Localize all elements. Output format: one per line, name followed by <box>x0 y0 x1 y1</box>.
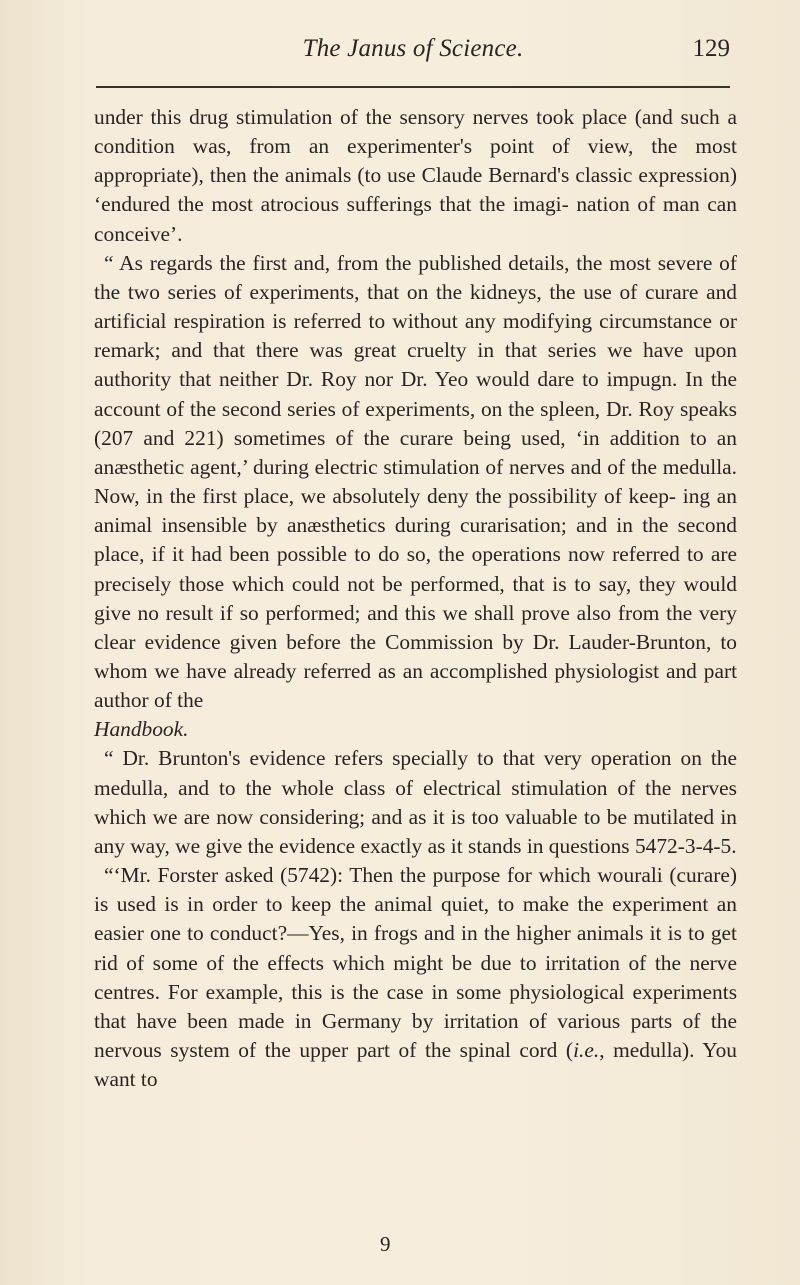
paragraph-1 <box>94 103 737 249</box>
text-line: most appropriate), then the animals (to use Claude Bernard's classic <box>94 134 737 188</box>
text-line: the nerves which we are now considering; and as it is too valuable <box>94 775 737 829</box>
text-line: we shall prove also from the very clear evidence given before the <box>94 600 737 654</box>
text-line: the case in some physiological experiments that have been made <box>94 979 738 1033</box>
text-line: now referred to are precisely those which could not be performed, <box>94 542 737 596</box>
text-line: “‘Mr. Forster asked (5742): Then the purpose for which wourali <box>104 863 663 888</box>
text-line: modifying circumstance or remark; and that there was great <box>94 309 737 363</box>
text-line: use of curare and artificial respiration is referred to without any <box>94 279 737 334</box>
text-line: in the second place, if it had been possible to do so, the operations <box>94 513 737 567</box>
text-line: “ Dr. Brunton's evidence refers specially to that very operation <box>104 746 672 771</box>
text-line: that is to say, they would give no result if so performed; and this <box>94 571 737 625</box>
text-line: to be mutilated in any way, we give the evidence exactly as it <box>94 804 737 858</box>
text-line: expression) ‘endured the most atrocious sufferings that the imagi- <box>94 163 737 217</box>
text-line: sometimes of the curare being used, ‘in addition to an anæsthetic <box>94 425 737 479</box>
page-number: 129 <box>692 35 730 62</box>
text-line: agent,’ during electric stimulation of nerves and of the medulla. <box>190 454 737 479</box>
paragraph-3 <box>94 744 737 861</box>
header-rule <box>96 86 730 88</box>
body-text <box>94 103 737 1094</box>
text-line: nor Dr. Yeo would dare to impugn. In the account of the second <box>94 367 737 421</box>
abbreviation-italic: i.e. <box>573 1038 600 1062</box>
signature-mark: 9 <box>380 1232 391 1256</box>
text-line: nation of man can conceive’. <box>94 192 737 246</box>
text-line: series of experiments, on the spleen, Dr. Roy speaks (207 and 221) <box>94 396 738 450</box>
text-line: severe of the two series of experiments, that on the kidneys, the <box>94 250 737 304</box>
page-header <box>96 34 730 70</box>
text-line: “ As regards the first and, from the published details, the most <box>104 250 651 275</box>
text-line: referred as an accomplished physiologist and part author of the <box>94 658 738 713</box>
text-line: cruelty in that series we have upon authority that neither Dr. Roy <box>94 338 737 392</box>
text-line: be due to irritation of the nerve centres. For example, this is <box>94 950 737 1004</box>
text-line: under this drug stimulation of the sensory nerves took place (and <box>94 105 673 129</box>
running-title: The Janus of Science. <box>302 35 524 62</box>
book-title-italic: Handbook. <box>94 717 189 742</box>
text-line: higher animals it is to get rid of some of the effects which might <box>94 921 737 975</box>
text-line: on the medulla, and to the whole class of electrical stimulation of <box>94 746 737 800</box>
text-line: Commission by Dr. Lauder-Brunton, to whom we have already <box>94 629 737 683</box>
text-line: in Germany by irritation of various parts of the nervous system of <box>94 1008 737 1062</box>
text-line: Now, in the first place, we absolutely deny the possibility of keep- <box>94 484 677 509</box>
text-line: stands in questions 5472-3-4-5. <box>468 833 737 858</box>
text-line: ing an animal insensible by anæsthetics during curarisation; and <box>94 484 737 538</box>
text-line: experiment an easier one to conduct?—Yes, in frogs and in the <box>94 892 737 946</box>
text-line: , medulla). You want to <box>94 1038 737 1092</box>
text-line: such a condition was, from an experimenter's point of view, the <box>94 105 737 159</box>
text-line: the upper part of the spinal cord ( <box>264 1038 574 1062</box>
paragraph-2 <box>94 249 737 745</box>
paragraph-4 <box>94 861 737 1094</box>
text-line: (curare) is used is in order to keep the animal quiet, to make the <box>94 863 737 917</box>
